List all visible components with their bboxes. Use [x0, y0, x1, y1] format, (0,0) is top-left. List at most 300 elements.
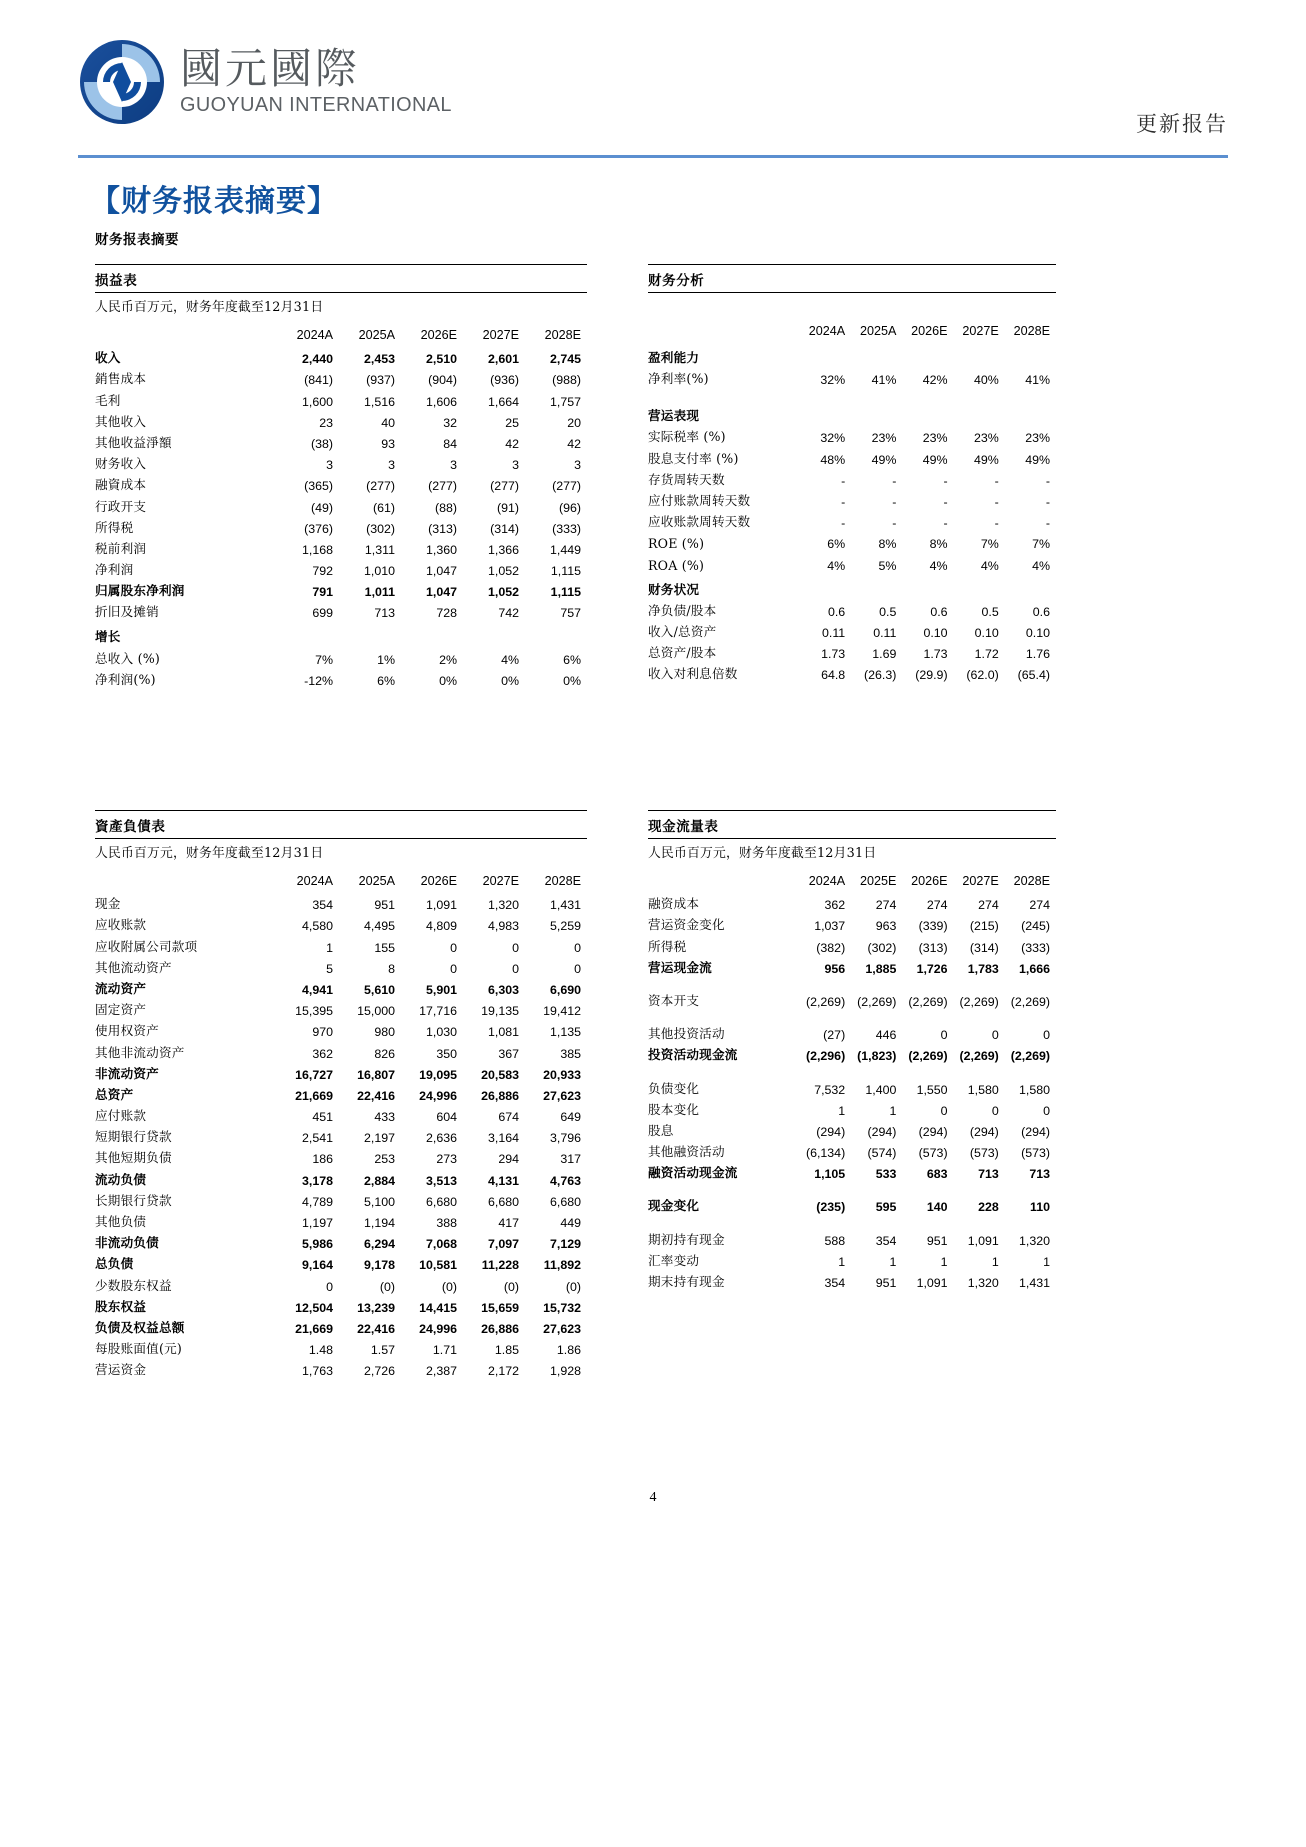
cell-value: 1% — [377, 652, 395, 667]
table-row — [648, 955, 1056, 976]
cell-value: 6,690 — [549, 982, 581, 997]
page-title: 【财务报表摘要】 — [90, 184, 338, 219]
column-header-2025A: 2025A — [358, 328, 395, 342]
table-row — [95, 409, 587, 430]
cell-value — [954, 1214, 1005, 1226]
cell-value: 362 — [312, 1046, 333, 1061]
cell-value: 4,131 — [487, 1173, 519, 1188]
table-row — [95, 578, 587, 599]
table-spacer-row — [648, 1181, 1056, 1193]
cash-flow-units: 人民币百万元，财务年度截至12月31日 — [648, 846, 877, 861]
cell-value — [954, 387, 1005, 399]
cell-value — [902, 976, 953, 988]
cell-value: 20 — [567, 415, 581, 430]
cell-value: (2,269) — [959, 1049, 999, 1064]
cell-value — [1005, 341, 1056, 366]
cell-value: 23% — [1025, 431, 1050, 446]
cell-value — [525, 620, 587, 645]
row-label: 非流动负债 — [95, 1235, 159, 1251]
cell-value: 956 — [824, 961, 846, 976]
cell-value — [401, 620, 463, 645]
cell-value: 274 — [875, 898, 897, 913]
cell-value: 6,294 — [363, 1237, 395, 1252]
cell-value: 7,129 — [549, 1237, 581, 1252]
table-row — [95, 912, 587, 933]
cell-value: 4,495 — [363, 919, 395, 934]
row-label: 所得税 — [95, 519, 134, 535]
cell-value: 7,068 — [425, 1237, 457, 1252]
cell-value: 0 — [1043, 1103, 1050, 1118]
cell-value: 155 — [374, 940, 395, 955]
row-label: 其他流动资产 — [95, 959, 172, 975]
cell-value: 1 — [838, 1103, 846, 1118]
table-row — [648, 912, 1056, 933]
column-header-2025E: 2025E — [859, 874, 897, 888]
cell-value — [851, 573, 902, 598]
cell-value: 2,453 — [363, 352, 395, 367]
cell-value: 15,000 — [357, 1004, 395, 1019]
column-header-row — [95, 862, 587, 891]
cell-value: 26,886 — [481, 1088, 519, 1103]
row-label: 现金 — [95, 896, 121, 912]
column-header-2024A: 2024A — [296, 874, 333, 888]
row-label: 流动资产 — [95, 980, 147, 996]
cell-value: (61) — [372, 500, 395, 515]
cell-value: 1 — [889, 1254, 897, 1269]
table-row — [95, 599, 587, 620]
cell-value: 1,360 — [425, 542, 457, 557]
cell-value: 0 — [940, 1103, 948, 1118]
cell-value: 354 — [875, 1233, 897, 1248]
cell-value: 2,884 — [363, 1173, 395, 1188]
cell-value: 1,168 — [301, 542, 333, 557]
cell-value: 1,311 — [364, 542, 395, 557]
cell-value: 604 — [436, 1110, 457, 1125]
cell-value: (0) — [565, 1279, 581, 1294]
row-label: 收入 — [95, 350, 121, 366]
cell-value: 1,600 — [301, 394, 333, 409]
cell-value: -12% — [304, 673, 333, 688]
column-header-2027E: 2027E — [482, 328, 519, 342]
cell-value: 49% — [922, 452, 948, 467]
cell-value: 1.57 — [370, 1343, 395, 1358]
row-label: 汇率变动 — [648, 1252, 700, 1268]
cell-value: (277) — [428, 479, 457, 494]
cell-value: (245) — [1021, 919, 1050, 934]
row-label: 资本开支 — [648, 992, 700, 1008]
cell-value: (313) — [918, 940, 948, 955]
table-row — [648, 573, 1056, 598]
cell-value: 5,610 — [363, 982, 395, 997]
cell-value: 1,664 — [487, 394, 519, 409]
cell-value: 3 — [326, 458, 333, 473]
table-row — [95, 536, 587, 557]
cell-value: 1,400 — [865, 1082, 897, 1097]
cell-value: 26,886 — [481, 1321, 519, 1336]
cell-value — [954, 399, 1005, 424]
cell-value: 15,732 — [543, 1300, 581, 1315]
row-label: 其他短期负债 — [95, 1150, 172, 1166]
cell-value: - — [1045, 473, 1050, 488]
cell-value: 649 — [560, 1110, 581, 1125]
row-label: 毛利 — [95, 392, 121, 408]
table-row — [648, 1075, 1056, 1096]
cell-value: (376) — [304, 521, 333, 536]
cell-value: (1,823) — [857, 1049, 897, 1064]
cell-value: (333) — [1021, 940, 1050, 955]
row-label-header — [648, 312, 800, 341]
cell-value: 40 — [381, 415, 395, 430]
table-row — [648, 988, 1056, 1009]
row-label: 应收账款 — [95, 917, 147, 933]
cell-value: (65.4) — [1017, 668, 1050, 683]
cell-value: (382) — [816, 940, 846, 955]
cell-value: 826 — [374, 1046, 395, 1061]
cell-value: 742 — [498, 606, 519, 621]
row-label: 营运资金 — [95, 1362, 147, 1378]
cell-value: 19,135 — [481, 1004, 519, 1019]
cell-value: 385 — [560, 1046, 581, 1061]
cell-value: 417 — [498, 1216, 519, 1230]
cell-value: 0.10 — [1025, 625, 1050, 640]
cell-value — [1005, 573, 1056, 598]
cell-value — [902, 399, 953, 424]
cell-value: 4% — [827, 558, 846, 573]
cell-value: 6% — [563, 652, 581, 667]
cell-value: 4% — [980, 558, 999, 573]
cell-value — [851, 399, 902, 424]
cell-value: 186 — [312, 1152, 333, 1167]
table-row — [648, 619, 1056, 640]
cell-value — [954, 1181, 1005, 1193]
row-label: 财务收入 — [95, 456, 147, 472]
cell-value — [902, 573, 953, 598]
cell-value: (294) — [1021, 1124, 1050, 1139]
cell-value: 22,416 — [357, 1321, 395, 1336]
row-label — [648, 1063, 800, 1075]
table-row — [648, 509, 1056, 530]
cell-value: 1,516 — [363, 394, 395, 409]
row-label: 投资活动现金流 — [648, 1047, 738, 1063]
cell-value: 49% — [871, 452, 897, 467]
cell-value: 23% — [922, 431, 948, 446]
cash-flow-block — [648, 810, 1056, 1290]
row-label: 股东权益 — [95, 1298, 147, 1314]
cell-value: 253 — [374, 1152, 395, 1167]
table-row — [648, 399, 1056, 424]
cell-value: (314) — [969, 940, 999, 955]
cell-value: 0.11 — [822, 625, 846, 640]
table-row — [648, 1021, 1056, 1042]
cash-flow-table — [648, 862, 1056, 1290]
cell-value: 2,197 — [363, 1131, 395, 1146]
cell-value — [902, 341, 953, 366]
balance-sheet-units: 人民币百万元，财务年度截至12月31日 — [95, 846, 324, 861]
cell-value: 1.72 — [974, 647, 999, 662]
cell-value: 683 — [926, 1167, 948, 1182]
row-label: 流动负债 — [95, 1171, 147, 1187]
cell-value: 533 — [875, 1167, 897, 1182]
column-header-2025A: 2025A — [859, 324, 897, 338]
cell-value: - — [841, 494, 846, 509]
row-label: 净利润(%) — [95, 671, 156, 687]
cell-value: 3,513 — [425, 1173, 457, 1188]
cell-value — [851, 1181, 902, 1193]
row-label: 净负债/股本 — [648, 602, 717, 618]
cell-value: 1.69 — [872, 647, 897, 662]
cell-value: 791 — [312, 585, 333, 600]
cell-value: 19,412 — [543, 1004, 581, 1019]
cell-value: (0) — [379, 1279, 395, 1294]
cell-value: 1,115 — [550, 564, 581, 579]
cell-value: 4,809 — [425, 919, 457, 934]
cell-value: 728 — [436, 606, 457, 621]
row-label: 营运表现 — [648, 408, 700, 424]
cell-value: 5 — [326, 961, 333, 976]
cell-value: 5,901 — [425, 982, 457, 997]
table-row — [648, 1269, 1056, 1290]
cell-value: 7,097 — [487, 1237, 519, 1252]
table-row — [95, 366, 587, 387]
column-header-row — [95, 316, 587, 345]
cell-value: 25 — [505, 415, 519, 430]
table-row — [95, 1103, 587, 1124]
row-label: 其他非流动资产 — [95, 1044, 185, 1060]
cell-value — [800, 1009, 851, 1021]
table-row — [95, 472, 587, 493]
cell-value — [1005, 976, 1056, 988]
row-label: 短期银行贷款 — [95, 1129, 172, 1145]
cell-value: 0% — [439, 673, 457, 688]
cell-value: - — [994, 494, 999, 509]
cell-value: 713 — [1029, 1167, 1050, 1182]
table-row — [648, 366, 1056, 387]
cell-value: 1,135 — [549, 1025, 581, 1040]
cell-value: 4% — [501, 652, 519, 667]
cell-value: (904) — [428, 373, 457, 388]
cell-value: - — [943, 494, 948, 509]
table-row — [95, 1251, 587, 1272]
cell-value: (294) — [816, 1124, 846, 1139]
cell-value: 5,986 — [301, 1237, 333, 1252]
row-label: 其他收益淨額 — [95, 434, 172, 450]
cell-value: 7% — [980, 537, 999, 552]
cell-value: (91) — [496, 500, 519, 515]
cell-value: 23% — [973, 431, 999, 446]
cell-value: 4% — [1032, 558, 1050, 573]
cell-value — [800, 399, 851, 424]
cell-value: (2,269) — [857, 994, 897, 1009]
cell-value: 1,449 — [549, 542, 581, 557]
cell-value: (277) — [366, 479, 395, 494]
cell-value: 1,047 — [425, 585, 457, 600]
cell-value: 1.48 — [308, 1343, 333, 1358]
cell-value: 93 — [381, 436, 395, 451]
table-row — [95, 1082, 587, 1103]
cell-value: 1,320 — [1018, 1233, 1050, 1248]
column-header-2026E: 2026E — [911, 324, 948, 338]
row-label: 期末持有现金 — [648, 1274, 725, 1289]
cell-value: - — [1045, 516, 1050, 531]
cell-value: 23% — [871, 431, 897, 446]
cell-value: 0 — [991, 1028, 999, 1043]
cell-value: 22,416 — [357, 1088, 395, 1103]
row-label: 实际税率 (%) — [648, 429, 726, 445]
cell-value: 595 — [875, 1200, 897, 1215]
table-row — [648, 1160, 1056, 1181]
cell-value: 1,091 — [425, 898, 457, 913]
table-row — [95, 1230, 587, 1251]
table-header — [95, 862, 587, 891]
cell-value: 6,680 — [425, 1194, 457, 1209]
cell-value: 0 — [940, 1028, 948, 1043]
row-label: 应收账款周转天数 — [648, 514, 751, 530]
cell-value: 21,669 — [295, 1321, 333, 1336]
row-label: ROE (%) — [648, 536, 705, 552]
cell-value: 20,583 — [481, 1067, 519, 1082]
table-row — [648, 598, 1056, 619]
row-label: 股息 — [648, 1122, 674, 1138]
cell-value: 11,892 — [543, 1258, 581, 1273]
table-row — [95, 387, 587, 408]
cell-value: 273 — [436, 1152, 457, 1167]
cell-value: 588 — [824, 1233, 846, 1248]
cell-value: 15,659 — [481, 1300, 519, 1315]
cell-value: 0 — [450, 961, 457, 976]
cell-value: 4,763 — [549, 1173, 581, 1188]
cell-value: 42 — [505, 436, 519, 451]
cell-value: 1 — [838, 1254, 846, 1269]
cell-value — [851, 1009, 902, 1021]
table-row — [95, 1188, 587, 1209]
row-label-header — [95, 862, 277, 891]
cell-value: 27,623 — [543, 1321, 581, 1336]
table-row — [95, 1124, 587, 1145]
cell-value: 3 — [512, 458, 519, 473]
cell-value — [902, 1063, 953, 1075]
cell-value: 367 — [498, 1046, 519, 1061]
cell-value: 6,680 — [549, 1194, 581, 1209]
row-label: 盈利能力 — [648, 350, 700, 365]
cell-value: 274 — [1029, 898, 1050, 913]
column-header-2028E: 2028E — [1013, 324, 1050, 338]
table-spacer-row — [648, 1009, 1056, 1021]
header-divider — [78, 155, 1228, 158]
cell-value: 1 — [940, 1254, 948, 1269]
cell-value: - — [1045, 494, 1050, 509]
cell-value: 1,037 — [814, 919, 846, 934]
cell-value: (2,269) — [1010, 1049, 1050, 1064]
cell-value: - — [841, 473, 846, 488]
column-header-2028E: 2028E — [544, 874, 581, 888]
cell-value: 6% — [827, 537, 846, 552]
cell-value — [800, 573, 851, 598]
cell-value: 354 — [312, 898, 333, 913]
cell-value: (277) — [490, 479, 519, 494]
cell-value — [800, 976, 851, 988]
cell-value: 1 — [991, 1254, 999, 1269]
cell-value — [954, 341, 1005, 366]
cell-value: (302) — [867, 940, 897, 955]
cell-value: 1,194 — [363, 1216, 395, 1230]
row-label: 非流动资产 — [95, 1065, 159, 1081]
cell-value: 14,415 — [419, 1300, 457, 1315]
cell-value: 32 — [443, 415, 457, 430]
cell-value: 1,580 — [1018, 1082, 1050, 1097]
table-header — [95, 316, 587, 345]
cell-value: (333) — [552, 521, 581, 536]
cell-value: 354 — [824, 1276, 846, 1290]
cell-value: 3,796 — [549, 1131, 581, 1146]
cell-value: 7% — [315, 652, 333, 667]
cell-value: 5,259 — [549, 919, 581, 934]
table-row — [648, 1042, 1056, 1063]
column-header-2024A: 2024A — [808, 324, 846, 338]
cell-value: 4% — [929, 558, 948, 573]
cell-value: 228 — [978, 1200, 999, 1215]
row-label: 负债变化 — [648, 1080, 700, 1096]
cell-value — [1005, 1181, 1056, 1193]
cell-value: 1.71 — [432, 1343, 457, 1358]
table-row — [648, 933, 1056, 954]
table-row — [95, 1145, 587, 1166]
cell-value: 2,601 — [487, 352, 519, 367]
company-logo — [78, 38, 460, 126]
cell-value: 362 — [824, 898, 846, 913]
table-row — [648, 1193, 1056, 1214]
row-label: 总资产/股本 — [648, 645, 717, 661]
cell-value: 2,636 — [425, 1131, 457, 1146]
cell-value: 1,580 — [967, 1082, 999, 1097]
column-header-2024A: 2024A — [808, 874, 846, 888]
cell-value: 41% — [1025, 373, 1050, 388]
table-body — [648, 891, 1056, 1290]
cell-value — [800, 1214, 851, 1226]
cell-value: 433 — [374, 1110, 395, 1125]
cell-value: (215) — [969, 919, 999, 934]
cell-value: (38) — [310, 436, 333, 451]
table-row — [648, 551, 1056, 572]
cell-value — [277, 620, 339, 645]
table-row — [648, 640, 1056, 661]
cell-value: 446 — [875, 1028, 897, 1043]
cell-value: 757 — [560, 606, 581, 621]
cell-value: (314) — [490, 521, 519, 536]
row-label-header — [648, 862, 800, 891]
cell-value — [902, 1214, 953, 1226]
table-row — [95, 1357, 587, 1378]
cell-value: - — [892, 516, 897, 531]
cell-value: 4,941 — [301, 982, 333, 997]
row-label: ROA (%) — [648, 557, 705, 573]
row-label: 行政开支 — [95, 498, 147, 514]
row-label: 现金变化 — [648, 1198, 700, 1214]
cell-value — [1005, 1063, 1056, 1075]
cell-value: 970 — [312, 1025, 333, 1040]
table-row — [95, 1209, 587, 1230]
report-type-label: 更新报告 — [1136, 112, 1228, 136]
cell-value: 1,763 — [301, 1364, 333, 1379]
cell-value: 951 — [926, 1233, 948, 1248]
cell-value: 42% — [922, 373, 948, 388]
cell-value: 1,885 — [865, 961, 897, 976]
row-label: 融资成本 — [648, 896, 700, 912]
cell-value: 10,581 — [419, 1258, 457, 1273]
cell-value: 41% — [871, 373, 897, 388]
cell-value: 32% — [820, 431, 846, 446]
guoyuan-logo-icon — [78, 38, 166, 126]
cell-value: 1,666 — [1018, 961, 1050, 976]
